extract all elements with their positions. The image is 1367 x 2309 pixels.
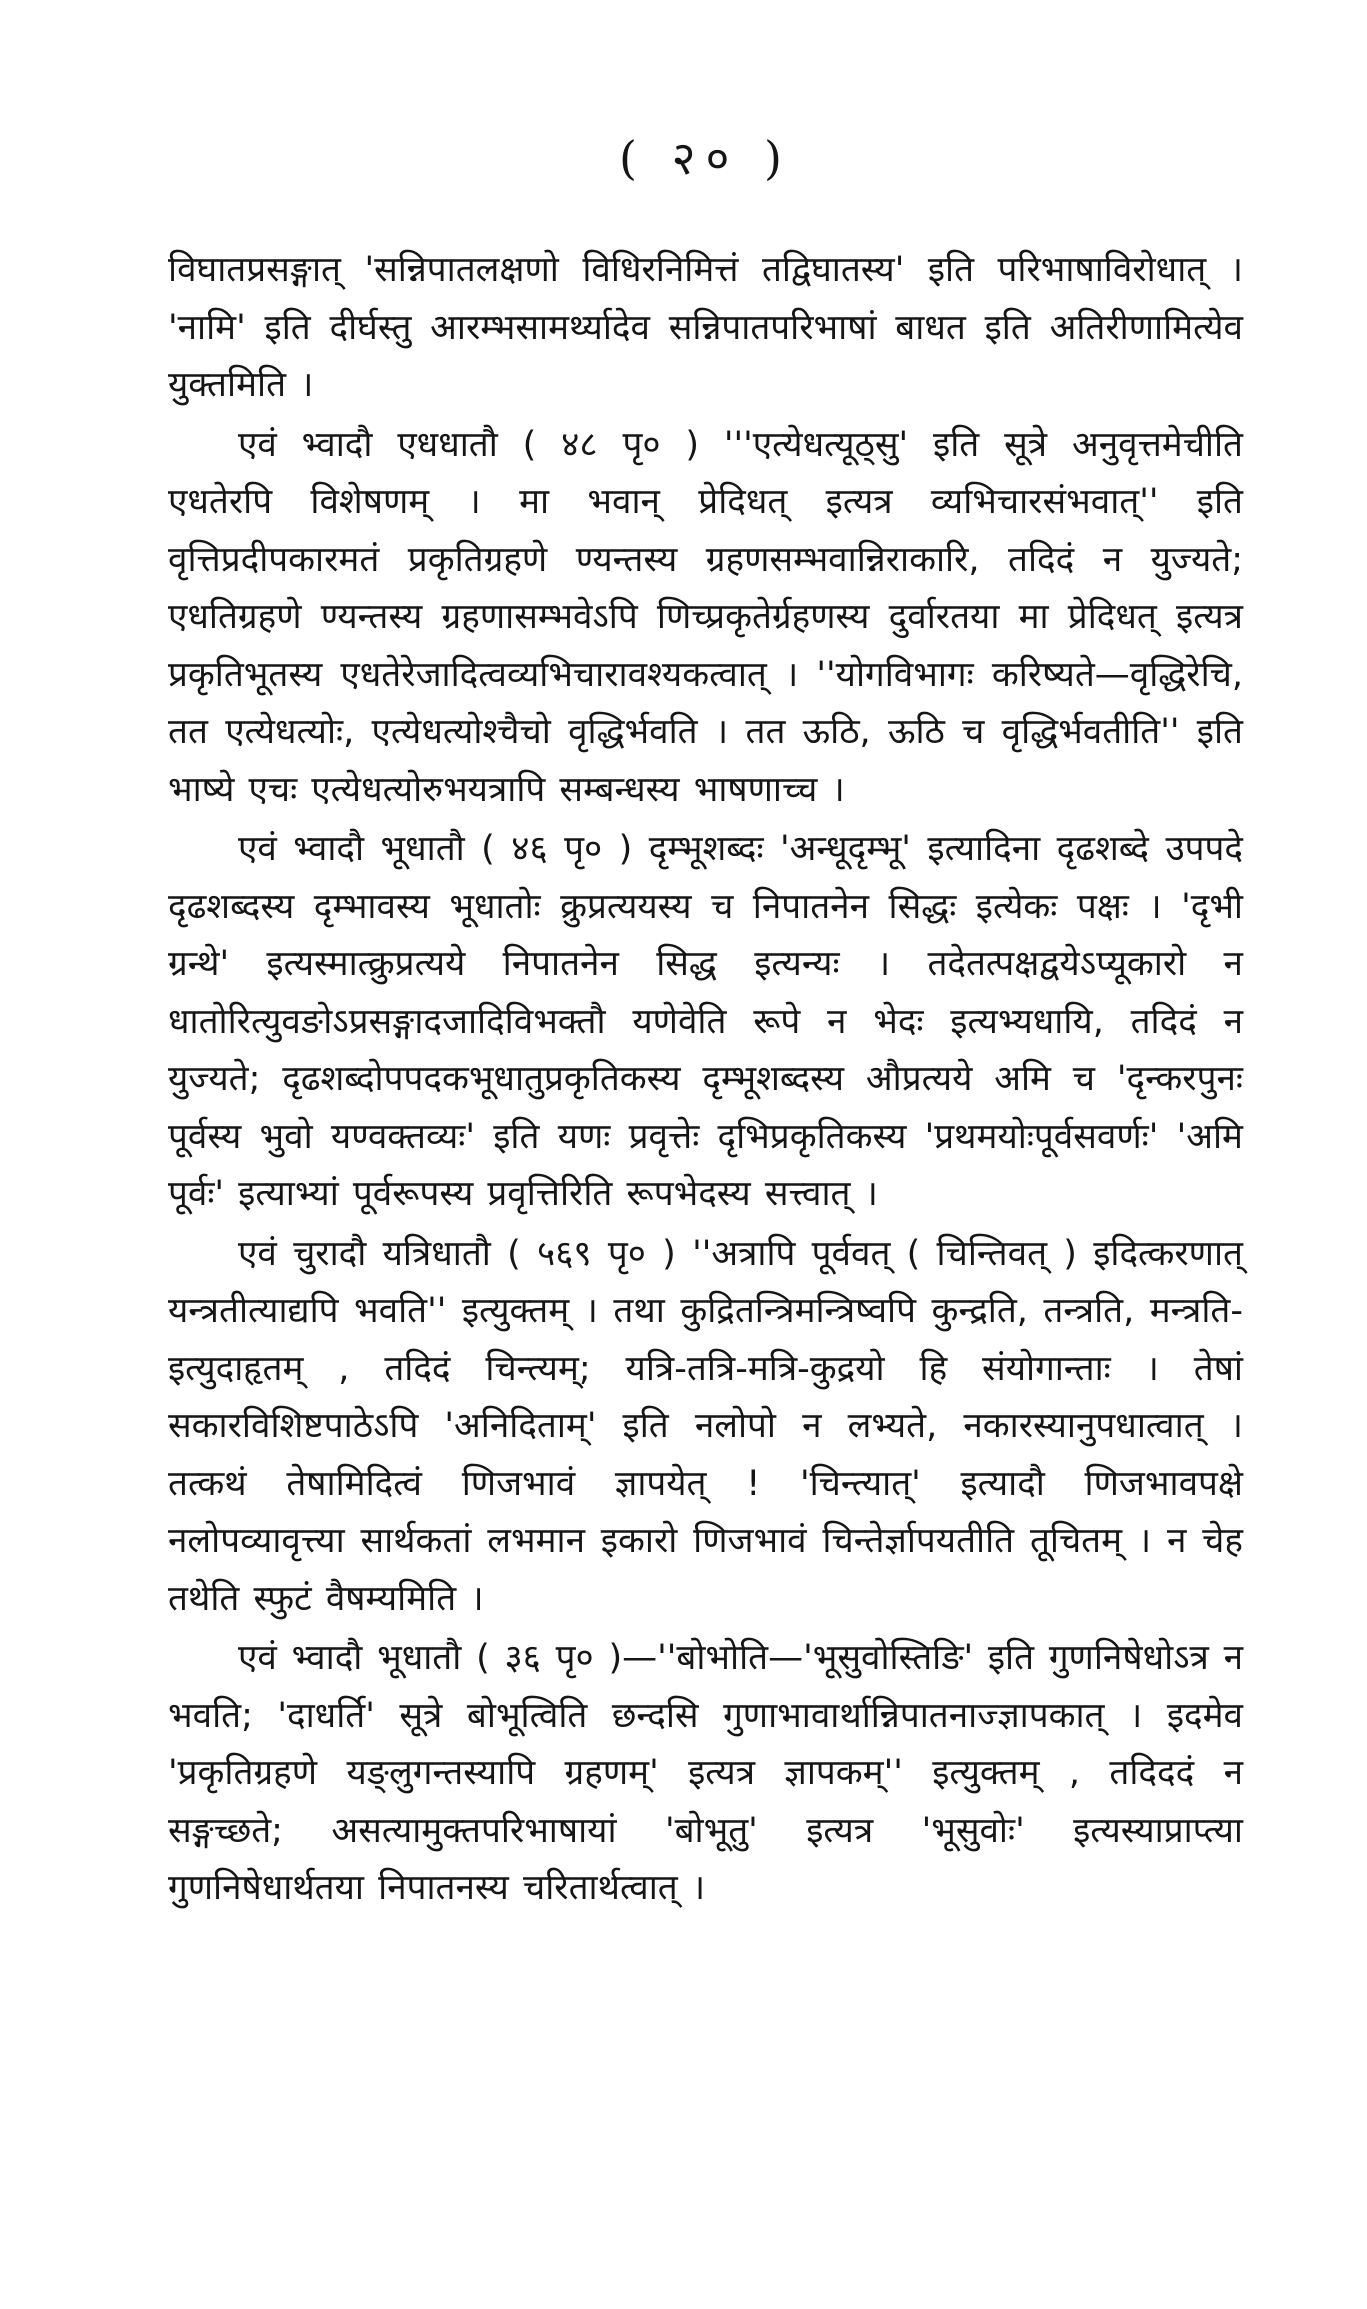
- paragraph-1: विघातप्रसङ्गात् 'सन्निपातलक्षणो विधिरनिमित्तं तद्विघातस्य' इति परिभाषाविरोधात् । 'नामि' इति दीर्घस्तु आरम्भसामर्थ्यादेव सन्निपातपरिभाषां बाधत इति अतिरीणामित्येव युक्तमिति ।: [168, 250, 1243, 405]
- body-text: [168, 242, 1243, 1918]
- paragraph-3: एवं भ्वादौ भूधातौ ( ४६ पृ० ) दृम्भूशब्दः 'अन्धूदृम्भू' इत्यादिना दृढशब्दे उपपदे दृढशब्दस्य दृम्भावस्य भूधातोः क्रुप्रत्ययस्य च निपातनेन सिद्धः इत्येकः पक्षः । 'दृभी ग्रन्थे' इत्यस्मात्क्रुप्रत्यये निपातनेन सिद्ध इत्यन्यः । तदेतत्पक्षद्वयेऽप्यूकारो न धातोरित्युवङोऽप्रसङ्गादजादिविभक्तौ यणेवेति रूपे न भेदः इत्यभ्यधायि, तदिदं न युज्यते; दृढशब्दोपपदकभूधातुप्रकृतिकस्य दृम्भूशब्दस्य औप्रत्यये अमि च 'दृन्करपुनः पूर्वस्य भुवो यण्वक्तव्यः' इति यणः प्रवृत्तेः दृभिप्रकृतिकस्य 'प्रथमयोःपूर्वसवर्णः' 'अमि पूर्वः' इत्याभ्यां पूर्वरूपस्य प्रवृत्तिरिति रूपभेदस्य सत्त्वात् ।: [168, 829, 1243, 1214]
- page-number: ( २० ): [619, 131, 792, 185]
- paragraph-2: एवं भ्वादौ एधधातौ ( ४८ पृ० ) '''एत्येधत्यूठ्सु' इति सूत्रे अनुवृत्तमेचीति एधतेरपि विशेषणम् । मा भवान् प्रेदिधत् इत्यत्र व्यभिचारसंभवात्'' इति वृत्तिप्रदीपकारमतं प्रकृतिग्रहणे ण्यन्तस्य ग्रहणसम्भवान्निराकारि, तदिदं न युज्यते; एधतिग्रहणे ण्यन्तस्य ग्रहणासम्भवेऽपि णिच्प्रकृतेर्ग्रहणस्य दुर्वारतया मा प्रेदिधत् इत्यत्र प्रकृतिभूतस्य एधतेरेजादित्वव्यभिचारावश्यकत्वात् । ''योगविभागः करिष्यते—वृद्धिरेचि, तत एत्येधत्योः, एत्येधत्योश्चैचो वृद्धिर्भवति । तत ऊठि, ऊठि च वृद्धिर्भवतीति'' इति भाष्ये एचः एत्येधत्योरुभयत्रापि सम्बन्धस्य भाषणाच्च ।: [168, 424, 1243, 810]
- paragraph-4: एवं चुरादौ यत्रिधातौ ( ५६९ पृ० ) ''अत्रापि पूर्ववत् ( चिन्तिवत् ) इदित्करणात् यन्त्रतीत्याद्यपि भवति'' इत्युक्तम् । तथा कुद्रितन्त्रिमन्त्रिष्वपि कुन्द्रति, तन्त्रति, मन्त्रति-इत्युदाहृतम् , तदिदं चिन्त्यम्; यत्रि-तत्रि-मत्रि-कुद्रयो हि संयोगान्ताः । तेषां सकारविशिष्टपाठेऽपि 'अनिदिताम्' इति नलोपो न लभ्यते, नकारस्यानुपधात्वात् । तत्कथं तेषामिदित्वं णिजभावं ज्ञापयेत् ! 'चिन्त्यात्' इत्यादौ णिजभावपक्षे नलोपव्यावृत्त्या सार्थकतां लभमान इकारो णिजभावं चिन्तेर्ज्ञापयतीति तूचितम् । न चेह तथेति स्फुटं वैषम्यमिति ।: [168, 1233, 1243, 1619]
- paragraph-5: एवं भ्वादौ भूधातौ ( ३६ पृ० )—''बोभोति—'भूसुवोस्तिङि' इति गुणनिषेधोऽत्र न भवति; 'दाधर्ति' सूत्रे बोभूत्विति छन्दसि गुणाभावार्थान्निपातनाज्ज्ञापकात् । इदमेव 'प्रकृतिग्रहणे यङ्लुगन्तस्यापि ग्रहणम्' इत्यत्र ज्ञापकम्'' इत्युक्तम् , तदिददं न सङ्गच्छते; असत्यामुक्तपरिभाषायां 'बोभूतु' इत्यत्र 'भूसुवोः' इत्यस्याप्राप्त्या गुणनिषेधार्थतया निपातनस्य चरितार्थत्वात् ।: [168, 1638, 1243, 1908]
